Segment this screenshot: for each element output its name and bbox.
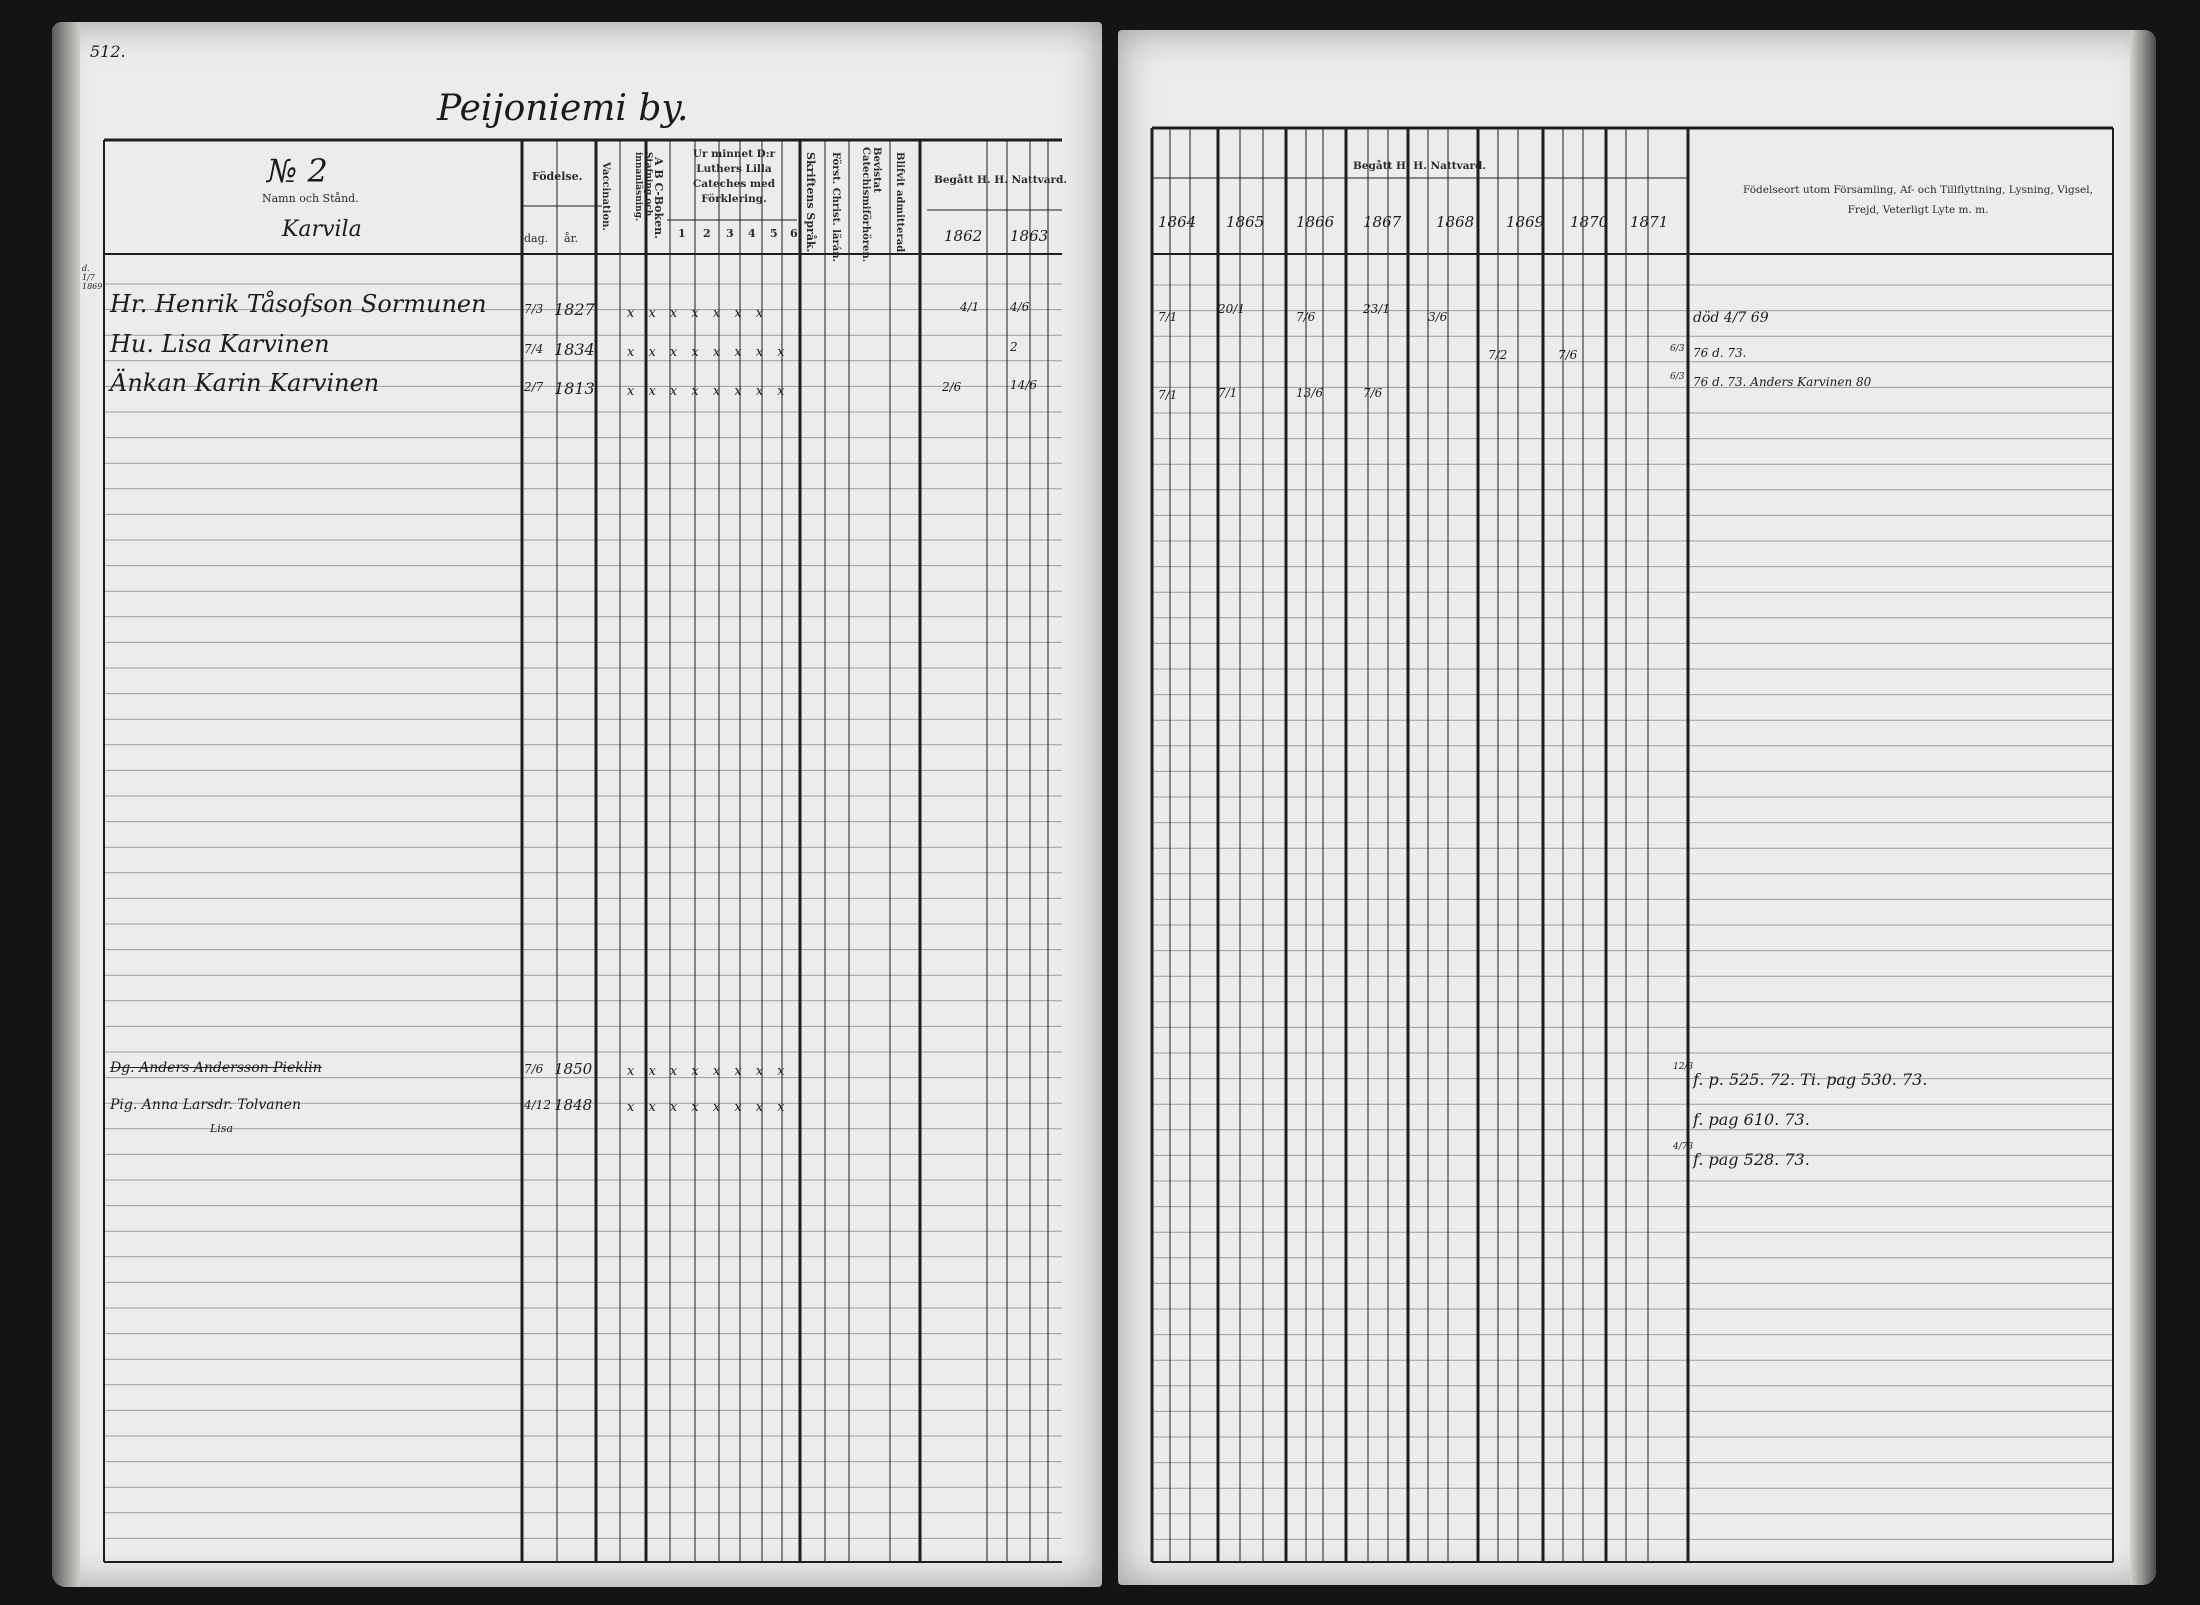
communion-year-1865: 1865 — [1226, 213, 1265, 231]
name-column-header: Namn och Stånd. — [262, 192, 359, 205]
entry-side-note: d. 1/7 1869 — [82, 264, 103, 291]
christianity-header: Först. Christ. lärán. — [830, 152, 841, 262]
remark-note: 76 d. 73. Anders Karvinen 80 — [1693, 375, 1872, 389]
communion-year-1868: 1868 — [1436, 213, 1475, 231]
right-ruling — [1118, 30, 2156, 1585]
village-title: Peijoniemi by. — [437, 88, 689, 129]
remark-note: 76 d. 73. — [1693, 346, 1747, 360]
right-page: Begått H. H. Nattvard. 1864 1865 1866 1867 1868 1869 1870 1871 Födelseort utom Församling, Af- och Tillflyttning, Lysning, Vigsel, Frejd, Veterligt Lyte m. m. 7/1 20/1 7/6 23/1 3/6 7/2 7/6 7/1 7/1 13/6 7/6 död 4/7 69 6/3 76 d. 73. 6/3 76 d. 73. Anders Karvinen 80 12/3 f. p. 525. 72. Ti. pag 530. 73. f. pag 610. 73. 4/73 f. pag 528. 73. — [1118, 30, 2156, 1585]
late-birth-day: 4/12 — [524, 1098, 551, 1112]
entry-birth-day: 7/3 — [524, 302, 544, 316]
left-ruling — [52, 22, 1102, 1587]
entry-knowledge-marks: x x x x x x x x — [627, 384, 790, 399]
late-knowledge-marks: x x x x x x x x — [627, 1100, 790, 1115]
entry-knowledge-marks: x x x x x x x — [627, 306, 769, 321]
late-remark-date: 4/73 — [1673, 1142, 1694, 1152]
entry-knowledge-marks: x x x x x x x x — [627, 345, 790, 360]
communion-year-1863: 1863 — [1010, 227, 1049, 245]
communion-year-1870: 1870 — [1570, 213, 1609, 231]
entry-birth-year: 1827 — [554, 300, 595, 319]
entry-communion-1863: 4/6 — [1010, 300, 1030, 314]
entry-communion-1863: 2 — [1010, 340, 1018, 354]
communion-year-1869: 1869 — [1506, 213, 1545, 231]
late-birth-year: 1848 — [554, 1096, 593, 1114]
admitted-header: Blifvit admitterad — [894, 152, 905, 253]
entry-birth-year: 1834 — [554, 340, 595, 359]
catechism-part-5: 5 — [770, 227, 778, 240]
entry-birth-day: 2/7 — [524, 380, 544, 394]
entry-birth-day: 7/4 — [524, 342, 544, 356]
abc-header: A B C-Boken. — [652, 157, 665, 239]
household-number: № 2 — [267, 152, 328, 190]
catechism-part-3: 3 — [726, 227, 734, 240]
communion-year-1871: 1871 — [1630, 213, 1669, 231]
late-remark-note: f. pag 610. 73. — [1693, 1110, 1810, 1129]
left-page — [52, 22, 1102, 1587]
birth-header: Födelse. — [532, 170, 583, 183]
late-birth-day: 7/6 — [524, 1062, 544, 1076]
remark-date: 6/3 — [1670, 372, 1685, 382]
entry-birth-year: 1813 — [554, 379, 595, 398]
late-knowledge-marks: x x x x x x x x — [627, 1064, 790, 1079]
entry-communion-1862: 4/1 — [960, 300, 980, 314]
catechism-header: Ur minnet D:r Luthers Lilla Cateches med Förklering. — [692, 148, 776, 205]
communion-header-right: Begått H. H. Nattvard. — [1353, 160, 1487, 172]
entry-communion-1863: 14/6 — [1010, 378, 1037, 392]
scripture-header: Skriftens Språk. — [804, 152, 817, 253]
late-remark-note: f. pag 528. 73. — [1693, 1150, 1810, 1169]
late-remark-note: f. p. 525. 72. Ti. pag 530. 73. — [1693, 1070, 1928, 1089]
entry-name: Änkan Karin Karvinen — [110, 369, 380, 397]
communion-year-1862: 1862 — [944, 227, 983, 245]
late-entry-name: Pig. Anna Larsdr. Tolvanen — [110, 1097, 301, 1113]
birth-year-header: år. — [564, 232, 579, 245]
entry-communion-1862: 2/6 — [942, 380, 962, 394]
exam-header: Bevistat Catechismiförhören. — [860, 147, 882, 263]
communion-year-1864: 1864 — [1158, 213, 1197, 231]
entry-name: Hu. Lisa Karvinen — [110, 330, 330, 358]
remark-note: död 4/7 69 — [1693, 310, 1769, 326]
late-remark-date: 12/3 — [1673, 1062, 1694, 1072]
farm-name: Karvila — [282, 217, 362, 242]
spelling-header: Stafning och innanläsning. — [633, 152, 653, 222]
late-entry-subnote: Lisa — [210, 1122, 234, 1135]
remark-date: 6/3 — [1670, 344, 1685, 354]
catechism-part-2: 2 — [703, 227, 711, 240]
late-entry-name: Dg. Anders Andersson Pieklin — [110, 1060, 322, 1076]
catechism-part-1: 1 — [678, 227, 686, 240]
communion-year-1866: 1866 — [1296, 213, 1335, 231]
entry-name: Hr. Henrik Tåsofson Sormunen — [110, 290, 487, 318]
remarks-header: Födelseort utom Församling, Af- och Tillflyttning, Lysning, Vigsel, Frejd, Veterligt Lyte m. m. — [1743, 184, 2093, 216]
page-number: 512. — [90, 42, 126, 61]
vaccination-header: Vaccination. — [600, 162, 611, 231]
late-birth-year: 1850 — [554, 1060, 593, 1078]
birth-day-header: dag. — [524, 232, 549, 245]
communion-year-1867: 1867 — [1363, 213, 1402, 231]
catechism-part-4: 4 — [748, 227, 756, 240]
catechism-part-6: 6 — [790, 227, 798, 240]
communion-header-left: Begått H. H. Nattvard. — [934, 174, 1068, 186]
